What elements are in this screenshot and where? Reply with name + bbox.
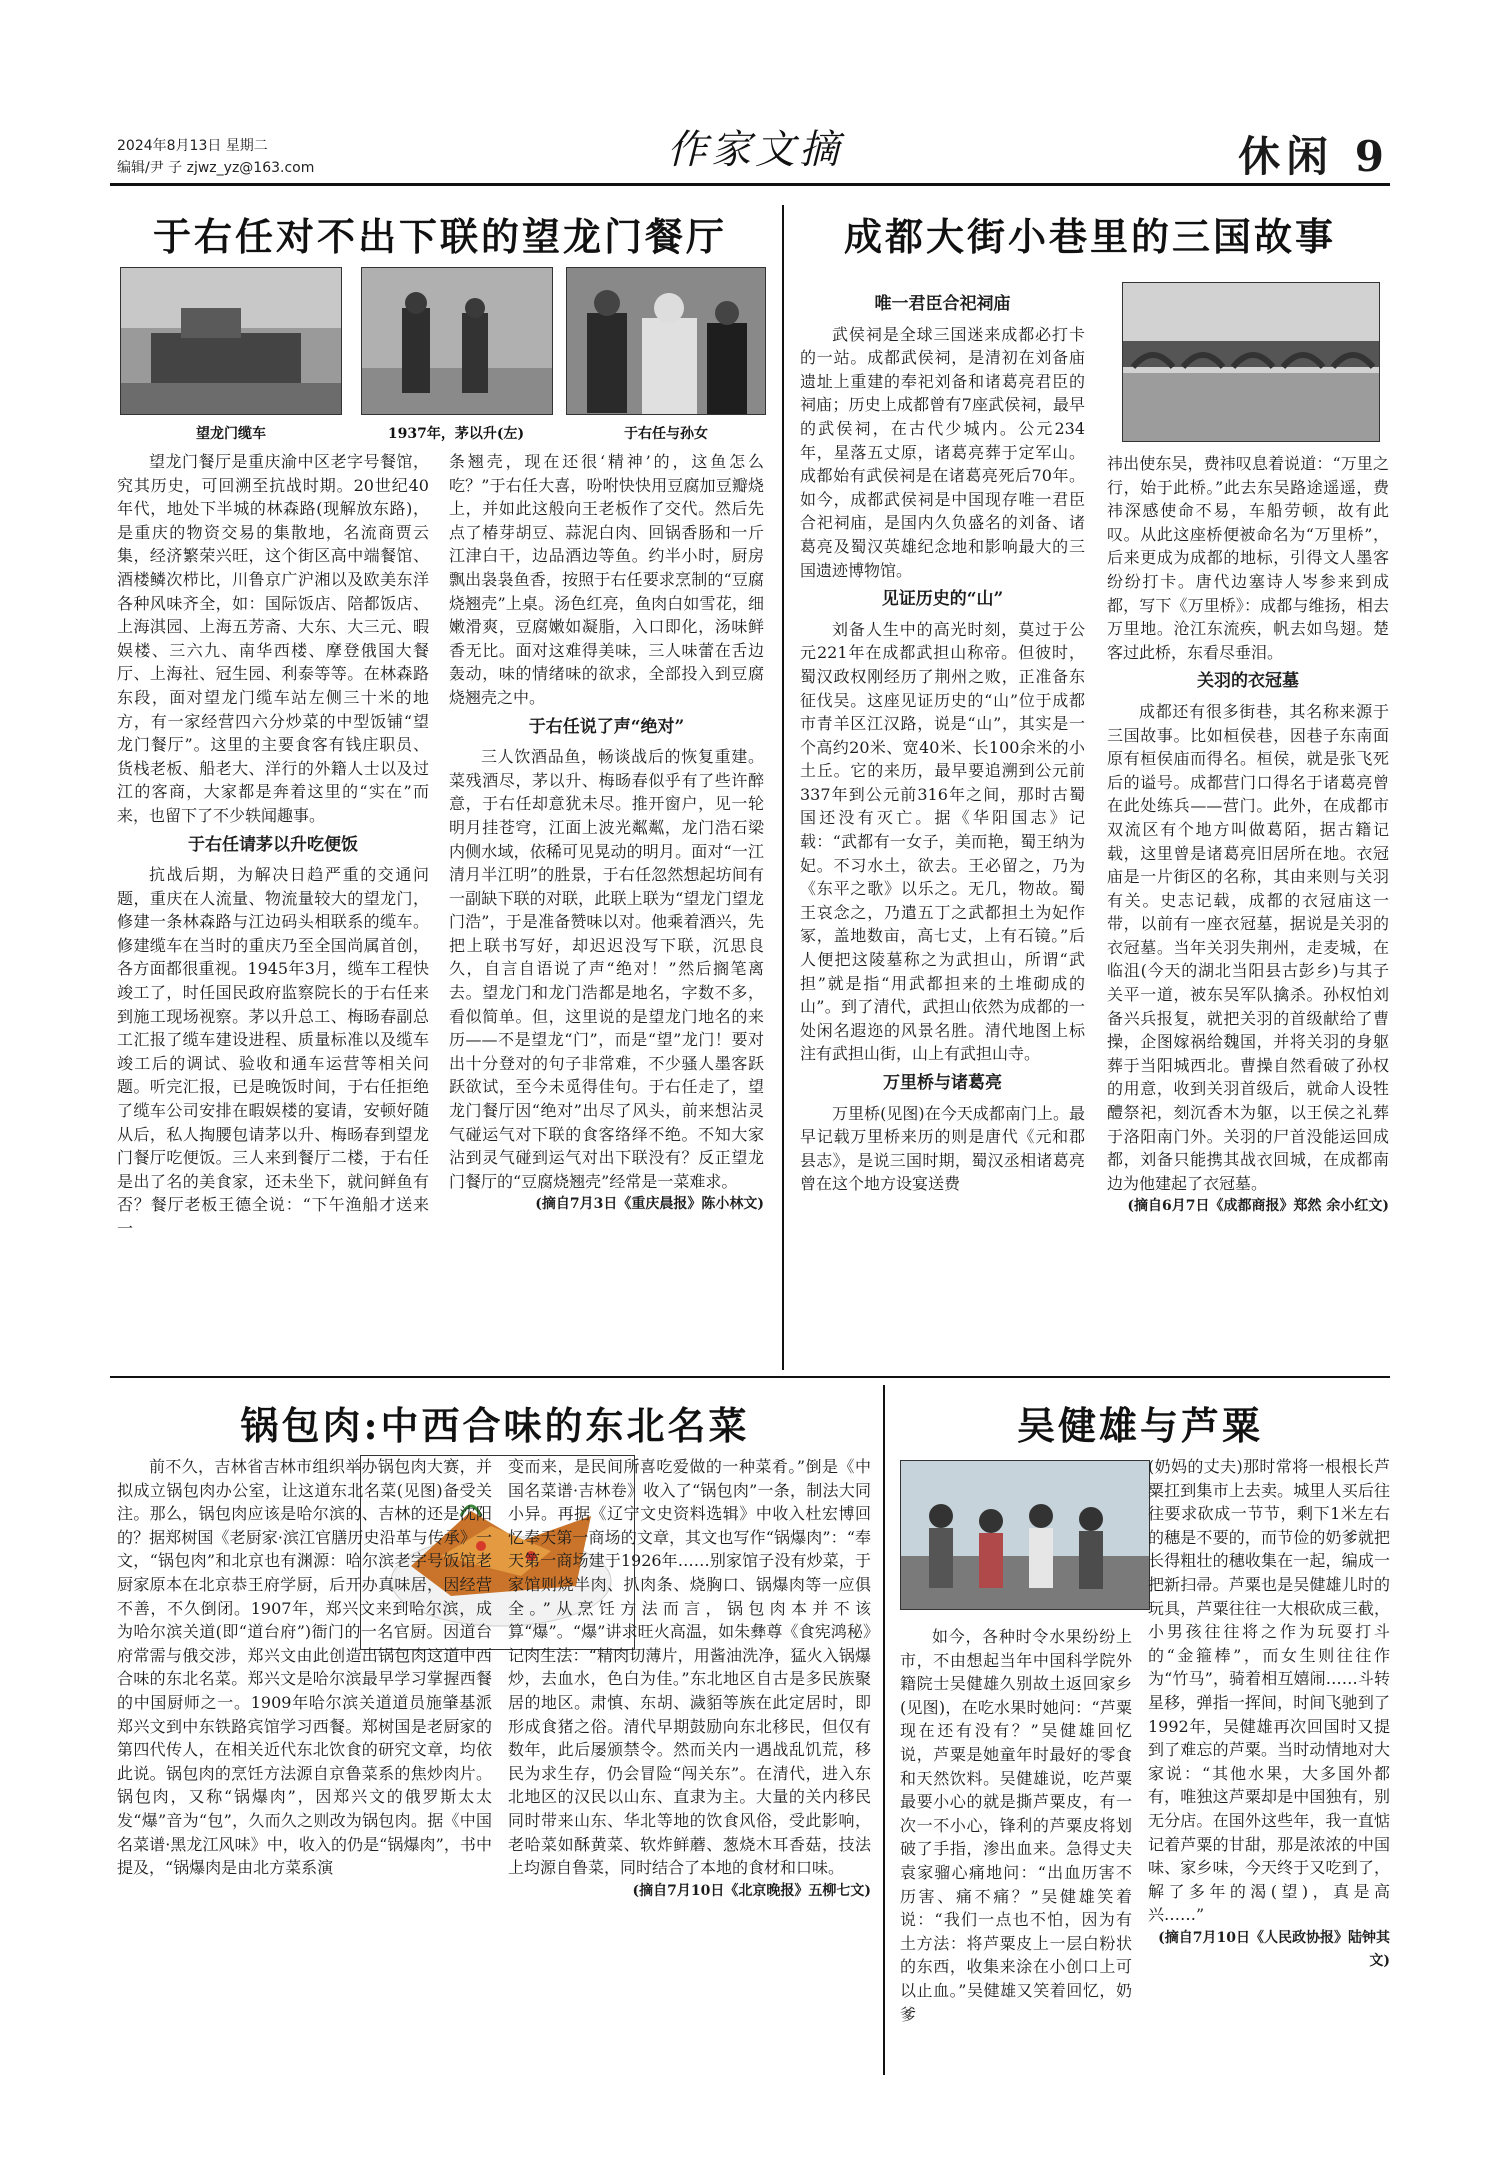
article1-column-1 [117,450,429,1355]
article2-text-3: 万里桥(见图)在今天成都南门上。最早记载万里桥来历的则是唐代《元和郡县志》，是说三国时期，蜀汉丞相诸葛亮曾在这个地方设宴送费 [800,1103,1085,1194]
article2-text-5: 成都还有很多街巷，其名称来源于三国故事。比如桓侯巷，因巷子东南面原有桓侯庙而得名。桓侯，就是张飞死后的谥号。成都营门口得名于诸葛亮曾在此处练兵——营门。此外，在成都市双流区有个地方叫做葛陌，据古籍记载，这里曾是诸葛亮旧居所在地。衣冠庙是一片街区的名称，其由来则与关羽有关。史志记载，成都的衣冠庙这一带，以前有一座衣冠墓，据说是关羽的衣冠墓。当年关羽失荆州，走麦城，在临沮(今天的湖北当阳县古彭乡)与其子关平一道，被东吴军队擒杀。孙权怕刘备兴兵报复，就把关羽的首级献给了曹操，企图嫁祸给魏国，并将关羽的身躯葬于当阳城西北。曹操自然看破了孙权的用意，收到关羽首级后，就命人设牲醴祭祀，刻沉香木为躯，以王侯之礼葬于洛阳南门外。关羽的尸首没能运回成都，刘备只能携其战衣回城，在成都南边为他建起了衣冠墓。 [1107,701,1389,1193]
article3-text-2: 变而来，是民间所喜吃爱做的一种菜肴。”倒是《中国名菜谱·吉林卷》收入了“锅包肉”一条，制法大同小异。再据《辽宁文史资料选辑》中收入杜宏博回忆奉天第一商场的文章，其文也写作“锅爆肉”：“奉天第一商场建于1926年……别家馆子没有炒菜，于家馆则烧半肉、扒肉条、烧胸口、锅爆肉等一应俱全。”从烹饪方法而言，锅包肉本并不该算“爆”。“爆”讲求旺火高温，如朱彝尊《食宪鸿秘》记肉生法：“精肉切薄片，用酱油洗净，猛火入锅爆炒，去血水，色白为佳。”东北地区自古是多民族聚居的地区。肃慎、东胡、濊貊等族在此定居时，即形成食猪之俗。清代早期鼓励向东北移民，但仅有数年，此后屡颁禁令。然而关内一遇战乱饥荒，移民为求生存，仍会冒险“闯关东”。在清代，进入东北地区的汉民以山东、直隶为主。大量的关内移民同时带来山东、华北等地的饮食风俗，受此影响，老哈菜如酥黄菜、软炸鲜蘑、葱烧木耳香菇，技法上均源自鲁菜，同时结合了本地的食材和口味。 [508,1457,871,1878]
issue-date: 2024年8月13日 星期二 [117,138,268,154]
article3-column-2 [508,1455,871,2075]
article4-text-2: (奶妈的丈夫)那时常将一根根长芦粟扛到集市上去卖。城里人买后往往要求砍成一节节，剩下1米左右的穗是不要的，而节俭的奶爹就把长得粗壮的穗收集在一起，编成一把新扫帚。芦粟也是吴健雄儿时的玩具，芦粟往往一大根砍成三截，小男孩往往将之作为玩耍打斗的“金箍棒”，而女生则往往作为“竹马”，骑着相互嬉闹……斗转星移，弹指一挥间，时间飞驰到了1992年，吴健雄再次回国时又提到了难忘的芦粟。当时动情地对大家说：“其他水果，大多国外都有，唯独这芦粟却是中国独有，别无分店。在国外这些年，我一直惦记着芦粟的甘甜，那是浓浓的中国味、家乡味，今天终于又吃到了，解了多年的渴(望)，真是高兴……” [1148,1457,1390,1925]
newspaper-logo: 作家文摘 [667,127,843,173]
article1-headline: 于右任对不出下联的望龙门餐厅 [152,214,727,259]
article2-subhead-2: 见证历史的“山” [881,589,1004,610]
article2-subhead-3: 万里桥与诸葛亮 [883,1073,1002,1093]
photo-caption-1: 望龙门缆车 [196,426,266,442]
article1-text-2: 抗战后期，为解决日趋严重的交通问题，重庆在人流量、物流量较大的望龙门，修建一条林森路与江边码头相联系的缆车。修建缆车在当时的重庆乃至全国尚属首创，各方面都很重视。1945年3月，缆车工程快竣工了，时任国民政府监察院长的于右任来到施工现场视察。茅以升总工、梅旸春副总工汇报了缆车建设进程、质量标准以及缆车竣工后的调试、验收和通车运营等相关问题。听完汇报，已是晚饭时间，于右任拒绝了缆车公司安排在暇娱楼的宴请，安顿好随从后，私人掏腰包请茅以升、梅旸春到望龙门餐厅吃便饭。三人来到餐厅二楼，于右任是出了名的美食家，还未坐下，就问鲜鱼有否？餐厅老板王德全说：“下午渔船才送来一 [117,865,429,1238]
article4-source: (摘自7月10日《人民政协报》陆钟其文) [1158,1929,1390,1970]
article4-column-2 [1148,1455,1390,2075]
column-divider-top [782,205,784,1370]
editor-line: 编辑/尹 子 zjwz_yz@163.com [117,160,315,176]
section-page-label: 休闲 9 [1238,132,1390,181]
article2-headline: 成都大街小巷里的三国故事 [843,214,1336,259]
wu-jianxiong-photo [900,1460,1150,1610]
yu-youren-granddaughter-photo [566,267,766,415]
article3-text-1: 前不久，吉林省吉林市组织举办锅包肉大赛，并拟成立锅包肉办公室，让这道东北名菜(见图)备受关注。那么，锅包肉应该是哈尔滨的、吉林的还是沈阳的？据郑树国《老厨家·滨江官膳历史沿革与传承》一文，“锅包肉”和北京也有渊源：哈尔滨老字号饭馆老厨家原本在北京恭王府学厨，后开办真味居，因经营不善，不久倒闭。1907年，郑兴文来到哈尔滨，成为哈尔滨关道(即“道台府”)衙门的一名官厨。因道台府常需与俄交涉，郑兴文由此创造出锅包肉这道中西合味的东北名菜。郑兴文是哈尔滨最早学习掌握西餐的中国厨师之一。1909年哈尔滨关道道员施肇基派郑兴文到中东铁路宾馆学习西餐。郑树国是老厨家的第四代传人，在相关近代东北饮食的研究文章，均依此说。锅包肉的烹饪方法源自京鲁菜系的焦炒肉片。锅包肉，又称“锅爆肉”，因郑兴文的俄罗斯太太发“爆”音为“包”，久而久之则改为锅包肉。据《中国名菜谱·黑龙江风味》中，收入的仍是“锅爆肉”，书中提及，“锅爆肉是由北方菜系演 [117,1457,492,1878]
article2-source: (摘自6月7日《成都商报》郑然 余小红文) [1127,1198,1389,1215]
article2-text-4: 祎出使东吴，费祎叹息着说道：“万里之行，始于此桥。”此去东吴路途遥遥，费祎深感使命不易，车船劳顿，故有此叹。从此这座桥便被命名为“万里桥”，后来更成为成都的地标，引得文人墨客纷纷打卡。唐代边塞诗人岑参来到成都，写下《万里桥》：成都与维扬，相去万里地。沧江东流疾，帆去如鸟翅。楚客过此桥，东看尽垂泪。 [1107,454,1389,662]
top-rule [110,183,1390,186]
mao-yisheng-photo [361,267,553,415]
article3-headline: 锅包肉:中西合味的东北名菜 [240,1403,750,1448]
article1-text-1: 望龙门餐厅是重庆渝中区老字号餐馆，究其历史，可回溯至抗战时期。20世纪40年代，地处下半城的林森路(现解放东路)，是重庆的物资交易的集散地，名流商贾云集，经济繁荣兴旺，这个街区高中端餐馆、酒楼鳞次栉比，川鲁京广沪湘以及欧美东洋各种风味齐全，如：国际饭店、陪都饭店、上海淇园、上海五芳斋、大东、大三元、暇娱楼、三六九、南华西楼、摩登俄国大餐厅、上海社、冠生园、利泰等等。在林森路东段，面对望龙门缆车站左侧三十米的地方，有一家经营四六分炒菜的中型饭铺“望龙门餐厅”。这里的主要食客有钱庄职员、货栈老板、船老大、洋行的外籍人士以及过江的客商，大家都是奔着这里的“实在”而来，也留下了不少轶闻趣事。 [117,452,429,825]
photo-caption-3: 于右任与孙女 [624,426,708,442]
middle-rule [110,1376,1390,1378]
article2-subhead-1: 唯一君臣合祀祠庙 [874,294,1011,314]
article1-text-3: 条翘壳，现在还很‘精神’的，这鱼怎么吃？”于右任大喜，吩咐快快用豆腐加豆瓣烧上，并如此这般向王老板作了交代。然后先点了椿芽胡豆、蒜泥白肉、回锅香肠和一斤江津白干，边品酒边等鱼。约半小时，厨房飘出袅袅鱼香，按照于右任要求烹制的“豆腐烧翘壳”上桌。汤色红亮，鱼肉白如雪花，细嫩滑爽，豆腐嫩如凝脂，入口即化，汤味鲜香无比。面对这难得美味，三人味蕾在舌边轰动，味的情绪味的欲求，全部投入到豆腐烧翘壳之中。 [449,452,764,707]
article1-subhead-2: 于右任说了声“绝对” [528,716,685,737]
article1-column-2 [449,450,764,1355]
article2-subhead-4: 关羽的衣冠墓 [1197,671,1299,692]
article2-column-1 [800,287,1085,1355]
cable-car-photo [120,267,342,415]
article2-text-2: 刘备人生中的高光时刻，莫过于公元221年在成都武担山称帝。但彼时，蜀汉政权刚经历了荆州之败，正准备东征伐吴。这座见证历史的“山”位于成都市青羊区江汉路，说是“山”，其实是一个高约20米、宽40米、长100余米的小土丘。它的来历，最早要追溯到公元前337年到公元前316年之间，那时古蜀国还没有灭亡。据《华阳国志》记载：“武都有一女子，美而艳，蜀王纳为妃。不习水土，欲去。王必留之，乃为《东平之歌》以乐之。无几，物故。蜀王哀念之，乃遣五丁之武都担土为妃作冢，盖地数亩，高七丈，上有石镜。”后人便把这陵墓称之为武担山，所谓“武担”就是指“用武都担来的土堆砌成的山”。到了清代，武担山依然为成都的一处闲名遐迩的风景名胜。清代地图上标注有武担山街，山上有武担山寺。 [800,619,1085,1064]
photo-caption-2: 1937年，茅以升(左) [387,426,525,442]
article1-subhead-1: 于右任请茅以升吃便饭 [188,834,358,855]
article1-text-4: 三人饮酒品鱼，畅谈战后的恢复重建。菜残酒尽，茅以升、梅旸春似乎有了些许醉意，于右任却意犹未尽。推开窗户，见一轮明月挂苍穹，江面上波光粼粼，龙门浩石梁内侧水域，依稀可见晃动的明月。面对“一江清月半江明”的胜景，于右任忽然想起坊间有一副缺下联的对联，此联上联为“望龙门望龙门浩”，于是准备赞味以对。他乘着酒兴，先把上联书写好，却迟迟没写下联，沉思良久，自言自语说了声“绝对！”然后搁笔离去。望龙门和龙门浩都是地名，字数不多，看似简单。但，这里说的是望龙门地名的来历——不是望龙“门”，而是“望”龙门！要对出十分登对的句子非常难，不少骚人墨客跃跃欲试，至今未觅得佳句。于右任走了，望龙门餐厅因“绝对”出尽了风头，前来想沾灵气碰运气对下联的食客络绎不绝。不知大家沾到灵气碰到运气对出下联没有？反正望龙门餐厅的“豆腐烧翘壳”经常是一菜难求。 [449,747,764,1191]
article2-column-2 [1107,452,1389,1355]
article4-headline: 吴健雄与芦粟 [1016,1403,1263,1448]
column-divider-bottom [883,1385,885,2075]
article4-column-1 [900,1625,1132,2075]
article2-text-1: 武侯祠是全球三国迷来成都必打卡的一站。成都武侯祠，是清初在刘备庙遗址上重建的奉祀刘备和诸葛亮君臣的祠庙；历史上成都曾有7座武侯祠，最早的武侯祠，在古代少城内。公元234年，星落五丈原，诸葛亮葬于定军山。成都始有武侯祠是在诸葛亮死后70年。如今，成都武侯祠是中国现存唯一君臣合祀祠庙，是国内久负盛名的刘备、诸葛亮及蜀汉英雄纪念地和影响最大的三国遗迹博物馆。 [800,324,1085,580]
article3-column-1 [117,1455,492,2075]
article1-source: (摘自7月3日《重庆晨报》陈小林文) [535,1196,764,1213]
wanli-bridge-photo [1122,282,1380,442]
article3-source: (摘自7月10日《北京晚报》五柳七文) [632,1882,871,1899]
masthead-meta [117,135,314,179]
article4-text-1: 如今，各种时令水果纷纷上市，不由想起当年中国科学院外籍院士吴健雄久别故土返回家乡(见图)，在吃水果时她问：“芦粟现在还有没有？”吴健雄回忆说，芦粟是她童年时最好的零食和天然饮料。吴健雄说，吃芦粟最要小心的就是撕芦粟皮，有一次一不小心，锋利的芦粟皮将划破了手指，渗出血来。急得丈夫袁家骝心痛地问：“出血历害不历害、痛不痛？”吴健雄笑着说：“我们一点也不怕，因为有土方法：将芦粟皮上一层白粉状的东西，收集来涂在小创口上可以止血。”吴健雄又笑着回忆，奶爹 [900,1627,1132,2024]
